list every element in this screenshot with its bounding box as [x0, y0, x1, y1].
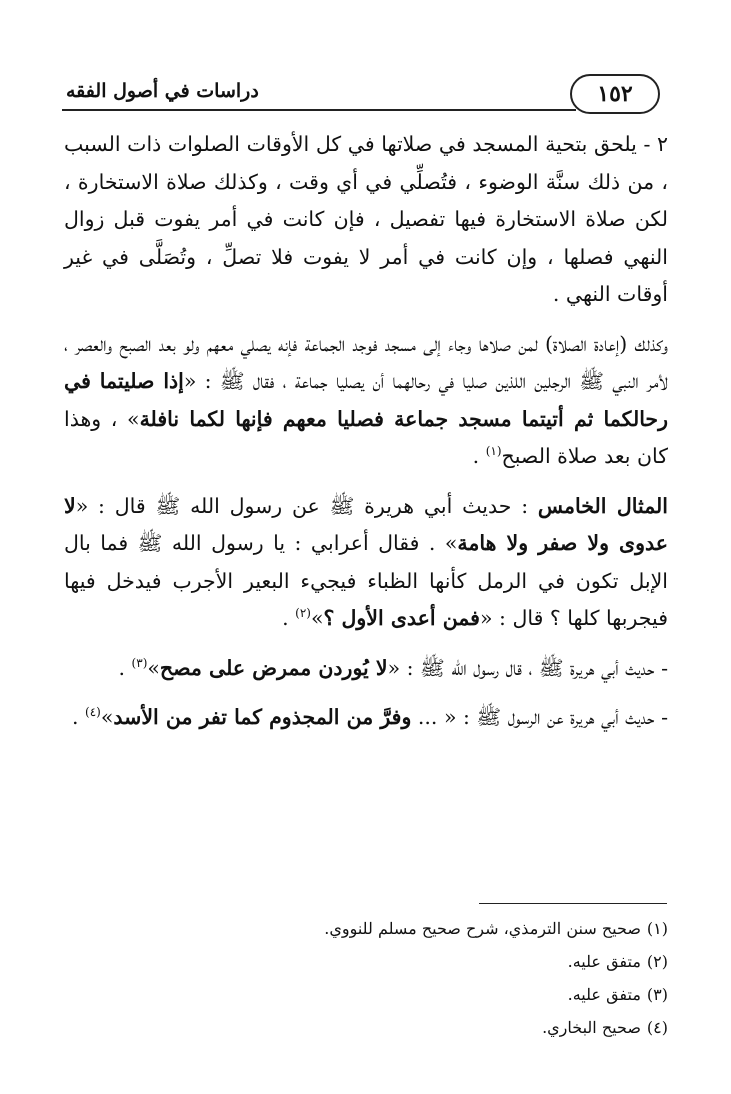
paragraph-2-text-a: وكذلك (إعادة الصلاة) لمن صلاها وجاء إلى مسجد فوجد الجماعة فإنه يصلي معهم ولو بعد الصبح والعصر ، لأمر النبي ﷺ الرجلين اللذين صليا في رحالهما أن يصليا جماعة ، فقال ﷺ : «	[64, 331, 668, 393]
footnote-ref-4[interactable]: (٤)	[85, 705, 101, 720]
paragraph-2-text-b: » ، وهذا كان بعد صلاة الصبح	[64, 406, 668, 468]
footnote-number: (١)	[646, 919, 668, 938]
paragraph-3-text-b: » . فقال أعرابي : يا رسول الله ﷺ فما بال الإبل تكون في الرمل كأنها الظباء فيجيء البعير الأجرب فيدخل فيها فيجربها كلها ؟ قال : «	[64, 531, 668, 630]
hadith-quote-3: فمن أعدى الأول ؟	[323, 606, 480, 630]
paragraph-4-text-a: - حديث أبي هريرة ﷺ ، قال رسول الله ﷺ : «	[387, 655, 668, 680]
page-header	[62, 68, 666, 112]
paragraph-1	[64, 126, 668, 314]
paragraph-4	[64, 650, 668, 688]
footnote-text: متفق عليه.	[567, 952, 641, 971]
footnote-text: صحيح سنن الترمذي، شرح صحيح مسلم للنووي.	[324, 919, 641, 938]
paragraph-3-end: .	[282, 606, 296, 630]
hadith-quote-5: وفرَّ من المجذوم كما تفر من الأسد	[113, 705, 412, 729]
body-text	[64, 126, 668, 749]
paragraph-2	[64, 326, 668, 476]
footnote-text: متفق عليه.	[567, 985, 641, 1004]
paragraph-3-text-c: »	[310, 606, 324, 630]
hadith-quote-2: لا عدوى ولا صفر ولا هامة	[64, 493, 668, 555]
paragraph-5	[64, 699, 668, 737]
page-number: ١٥٢	[597, 81, 633, 107]
paragraph-4-text-b: »	[147, 655, 160, 680]
footnote-ref-1[interactable]: (١)	[485, 444, 502, 459]
footnote-4	[64, 1011, 668, 1044]
footnote-separator	[479, 903, 667, 904]
paragraph-1-text: ٢ - يلحق بتحية المسجد في صلاتها في كل الأوقات الصلوات ذات السبب ، من ذلك سنَّة الوضوء ، فتُصلِّي في أي وقت ، وكذلك صلاة الاستخارة ، لكن صلاة الاستخارة فيها تفصيل ، فإن كانت في أمر يفوت قبل زوال النهي فصلها ، وإن كانت في أمر لا يفوت فلا تصلِّ ، وتُصَلَّى في غير أوقات النهي .	[64, 132, 668, 306]
footnote-3	[64, 978, 668, 1011]
running-title: دراسات في أصول الفقه	[66, 80, 259, 102]
paragraph-4-end: .	[118, 655, 132, 680]
paragraph-3	[64, 488, 668, 638]
footnote-number: (٣)	[646, 985, 668, 1004]
footnote-2	[64, 945, 668, 978]
example-heading: المثال الخامس	[537, 493, 669, 518]
footnote-text: صحيح البخاري.	[542, 1018, 641, 1037]
footnote-number: (٤)	[646, 1018, 668, 1037]
hadith-quote-4: لا يُوردن ممرض على مصح	[159, 655, 388, 680]
paragraph-5-text-b: »	[100, 705, 114, 729]
page-number-frame	[570, 74, 660, 114]
hadith-quote-1: إذا صليتما في رحالكما ثم أتيتما مسجد جماعة فصليا معهم فإنها لكما نافلة	[64, 369, 669, 431]
footnote-ref-3[interactable]: (٣)	[131, 655, 148, 670]
paragraph-5-text-a: - حديث أبي هريرة عن الرسول ﷺ : « ...	[411, 705, 668, 729]
footnote-ref-2[interactable]: (٢)	[295, 606, 311, 621]
paragraph-3-text-a: : حديث أبي هريرة ﷺ عن رسول الله ﷺ قال : «	[75, 493, 538, 518]
footnote-1	[64, 912, 668, 945]
header-rule	[62, 109, 576, 111]
paragraph-5-end: .	[71, 705, 86, 729]
footnote-number: (٢)	[646, 952, 668, 971]
paragraph-2-end: .	[472, 444, 486, 468]
footnotes	[64, 912, 668, 1044]
